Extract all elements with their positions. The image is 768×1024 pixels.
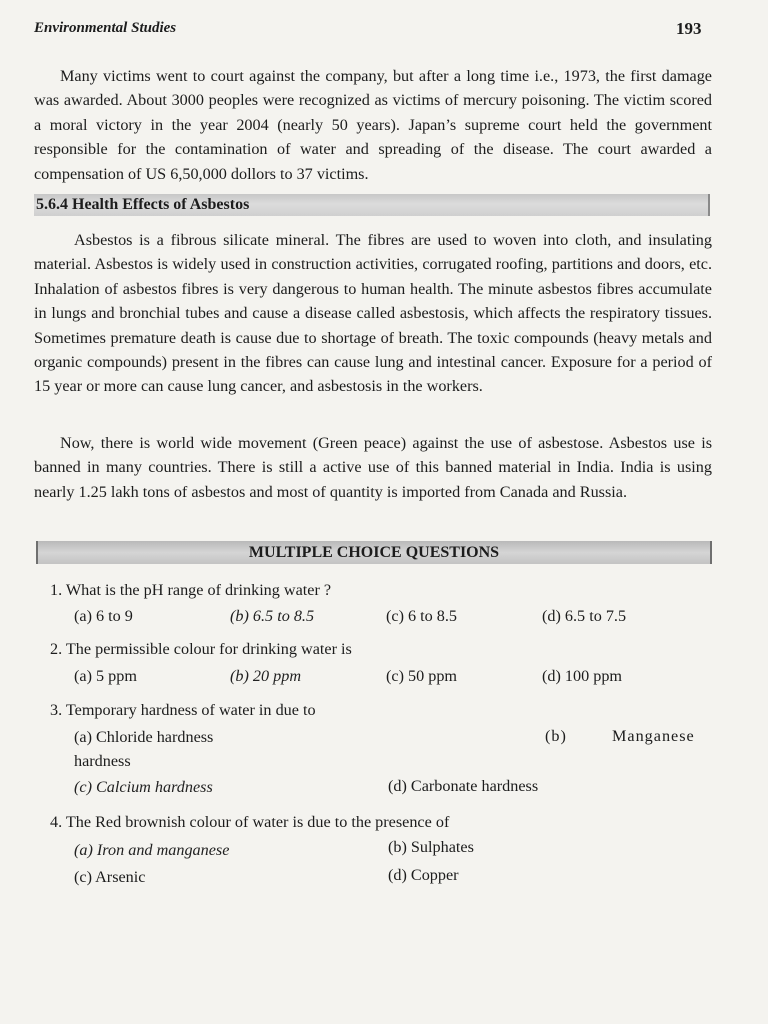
question-1: 1. What is the pH range of drinking water ?: [50, 581, 332, 599]
q2-option-b: (b) 20 ppm: [230, 667, 302, 685]
q2-option-d: (d) 100 ppm: [542, 667, 623, 685]
page-number: 193: [676, 19, 702, 38]
section-heading-bar: [34, 194, 710, 216]
q3-option-b-text: Manganese: [612, 727, 695, 745]
q2-option-a: (a) 5 ppm: [74, 667, 137, 685]
q1-option-d: (d) 6.5 to 7.5: [542, 607, 627, 625]
paragraph-asbestos: Asbestos is a fibrous silicate mineral. The fibres are used to woven into cloth, and insulating material. Asbestos is widely used in construction activities, corrugated roofing, partitions and doors, etc. Inhalation of asbestos fibres is very dangerous to human health. The minute asbestos fibres accumulate in lungs and bronchial tubes and cause a disease called asbestosis, which affects the respiratory tissues. Sometimes premature death is cause due to shortage of breath. The toxic compounds (heavy metals and organic compounds) present in the fibres can cause lung and intestinal cancer. Exposure for a period of 15 year or more can cause lung cancer, and asbestosis in the workers.: [34, 231, 712, 396]
paragraph-asbestos-use: Now, there is world wide movement (Green peace) against the use of asbestose. Asbestos use is banned in many countries. There is still a active use of this banned material in India. India is using nearly 1.25 lakh tons of asbestos and most of quantity is imported from Canada and Russia.: [34, 434, 712, 501]
mcq-heading-bar: [36, 541, 712, 564]
q3-option-b-continued: hardness: [74, 752, 131, 770]
q4-option-d: (d) Copper: [388, 866, 459, 884]
q3-option-b-label: (b): [545, 727, 567, 745]
q4-option-c: (c) Arsenic: [74, 868, 146, 886]
q1-option-b: (b) 6.5 to 8.5: [230, 607, 315, 625]
q1-option-a: (a) 6 to 9: [74, 607, 133, 625]
q3-option-d: (d) Carbonate hardness: [388, 777, 539, 795]
q4-option-b: (b) Sulphates: [388, 838, 474, 856]
question-3: 3. Temporary hardness of water in due to: [50, 701, 316, 719]
q1-option-c: (c) 6 to 8.5: [386, 607, 458, 625]
q4-option-a: (a) Iron and manganese: [74, 841, 230, 859]
q3-option-a: (a) Chloride hardness: [74, 728, 214, 746]
q3-option-c: (c) Calcium hardness: [74, 778, 213, 796]
section-heading: 5.6.4 Health Effects of Asbestos: [36, 196, 250, 213]
question-4: 4. The Red brownish colour of water is due to the presence of: [50, 813, 450, 831]
q2-option-c: (c) 50 ppm: [386, 667, 458, 685]
paragraph-minamata-court: Many victims went to court against the company, but after a long time i.e., 1973, the first damage was awarded. About 3000 peoples were recognized as victims of mercury poisoning. The victim scored a moral victory in the year 2004 (nearly 50 years). Japan’s supreme court held the government responsible for the contamination of water and spreading of the disease. The court awarded a compensation of US 6,50,000 dollors to 37 victims.: [34, 67, 712, 183]
question-2: 2. The permissible colour for drinking water is: [50, 640, 352, 658]
mcq-heading: MULTIPLE CHOICE QUESTIONS: [248, 544, 500, 561]
running-header-title: Environmental Studies: [34, 20, 177, 36]
